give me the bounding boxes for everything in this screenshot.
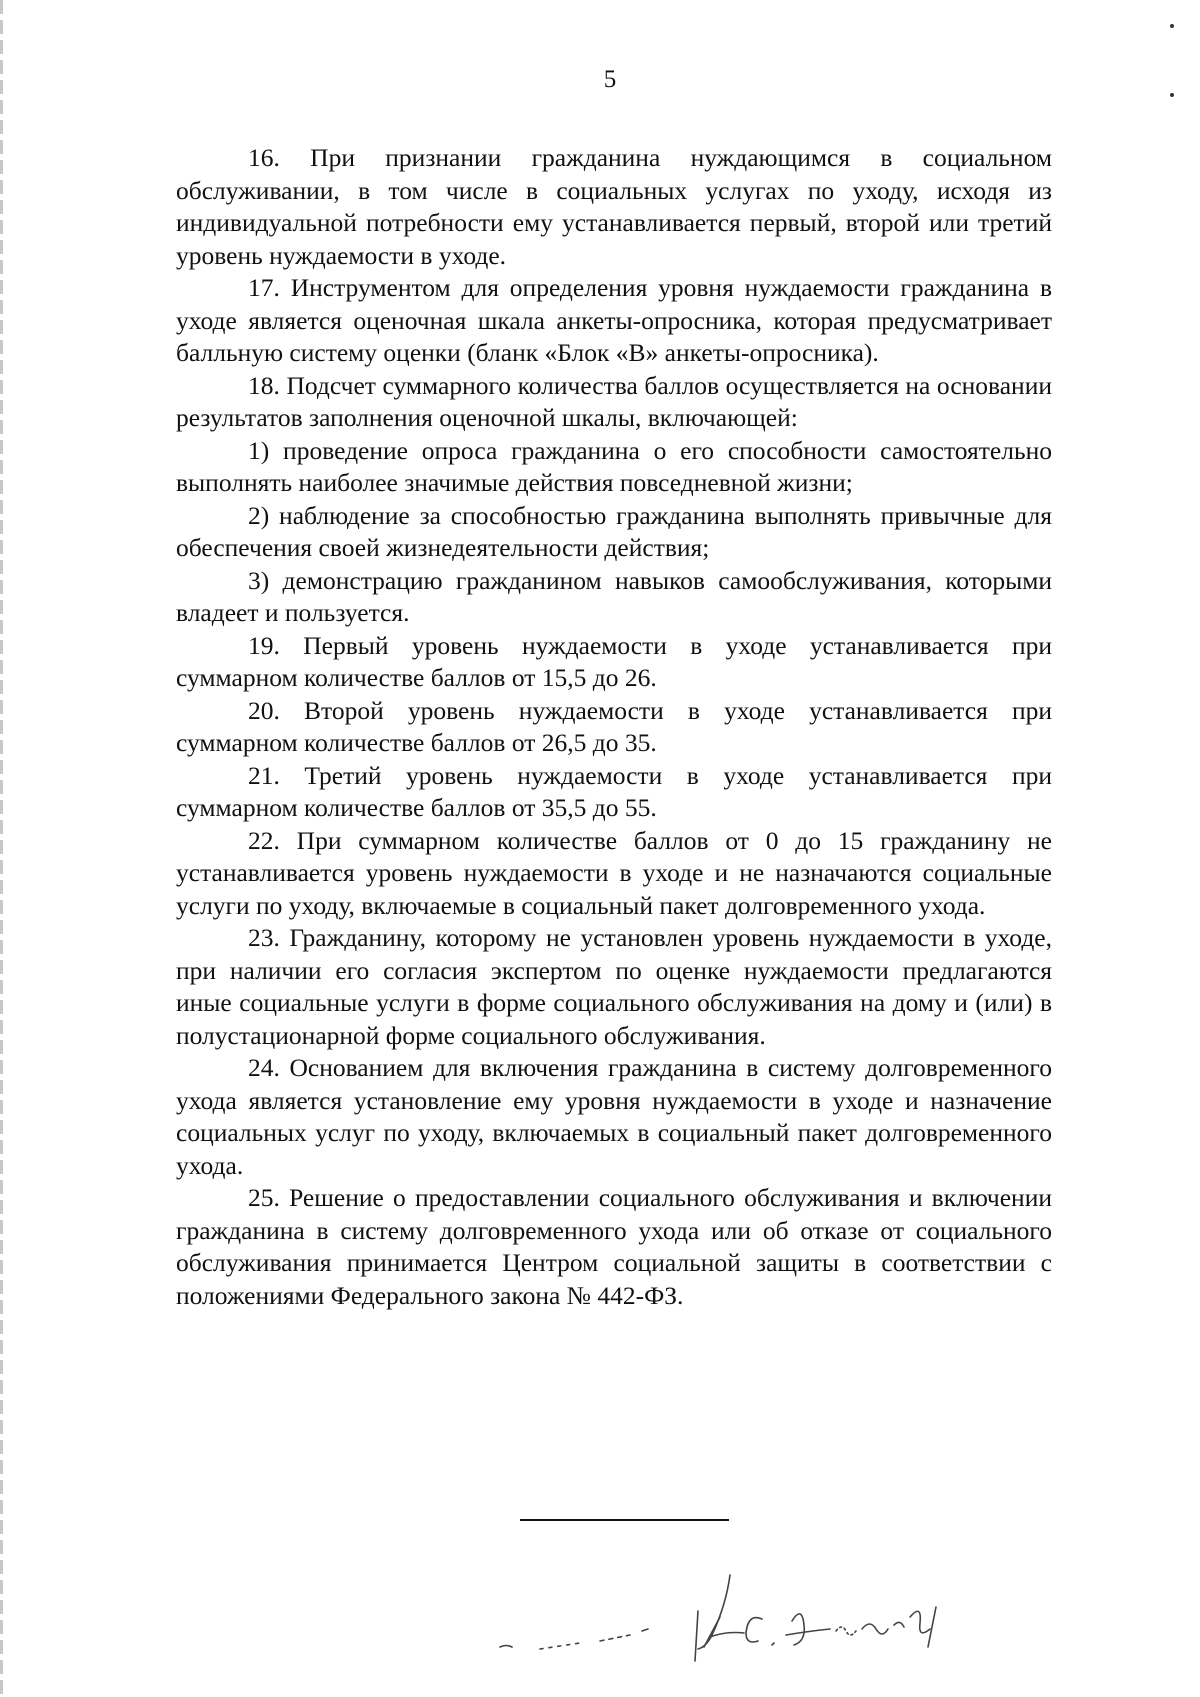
document-body	[176, 142, 1052, 1312]
paragraph-21: 21. Третий уровень нуждаемости в уходе устанавливается при суммарном количестве баллов от 35,5 до 55.	[176, 760, 1052, 822]
paragraph-19: 19. Первый уровень нуждаемости в уходе устанавливается при суммарном количестве баллов от 15,5 до 26.	[176, 630, 1052, 692]
list-item-2: 2) наблюдение за способностью гражданина выполнять привычные для обеспечения своей жизнедеятельности действия;	[176, 500, 1052, 562]
scan-speck	[1170, 24, 1174, 28]
scan-edge-artifact	[0, 0, 3, 1697]
paragraph-23: 23. Гражданину, которому не установлен уровень нуждаемости в уходе, при наличии его согласия экспертом по оценке нуждаемости предлагаются иные социальные услуги в форме социального обслуживания на дому и (или) в полустационарной форме социального обслуживания.	[176, 923, 1052, 1050]
paragraph-20: 20. Второй уровень нуждаемости в уходе устанавливается при суммарном количестве баллов от 26,5 до 35.	[176, 695, 1052, 757]
list-item-3: 3) демонстрацию гражданином навыков самообслуживания, которыми владеет и пользуется.	[176, 565, 1052, 627]
page-number: 5	[603, 66, 617, 93]
paragraph-24: 24. Основанием для включения гражданина в систему долговременного ухода является установление ему уровня нуждаемости в уходе и назначение социальных услуг по уходу, включаемых в социальный пакет долговременного ухода.	[176, 1053, 1052, 1180]
paragraph-18: 18. Подсчет суммарного количества баллов осуществляется на основании результатов заполнения оценочной шкалы, включающей:	[176, 370, 1052, 432]
end-separator-line	[520, 1519, 729, 1521]
handwritten-signature	[480, 1535, 1040, 1665]
paragraph-17: 17. Инструментом для определения уровня нуждаемости гражданина в уходе является оценочная шкала анкеты-опросника, которая предусматривает балльную систему оценки (бланк «Блок «В» анкеты-опросника).	[176, 273, 1052, 367]
list-item-1: 1) проведение опроса гражданина о его способности самостоятельно выполнять наиболее значимые действия повседневной жизни;	[176, 435, 1052, 497]
paragraph-22: 22. При суммарном количестве баллов от 0 до 15 гражданину не устанавливается уровень нуждаемости в уходе и не назначаются социальные услуги по уходу, включаемые в социальный пакет долговременного ухода.	[176, 825, 1052, 920]
paragraph-16: 16. При признании гражданина нуждающимся в социальном обслуживании, в том числе в социальных услугах по уходу, исходя из индивидуальной потребности ему устанавливается первый, второй или третий уровень нуждаемости в уходе.	[176, 143, 1052, 270]
paragraph-25: 25. Решение о предоставлении социального обслуживания и включении гражданина в систему долговременного ухода или об отказе от социального обслуживания принимается Центром социальной защиты в соответствии с положениями Федерального закона № 442-ФЗ.	[176, 1183, 1052, 1310]
